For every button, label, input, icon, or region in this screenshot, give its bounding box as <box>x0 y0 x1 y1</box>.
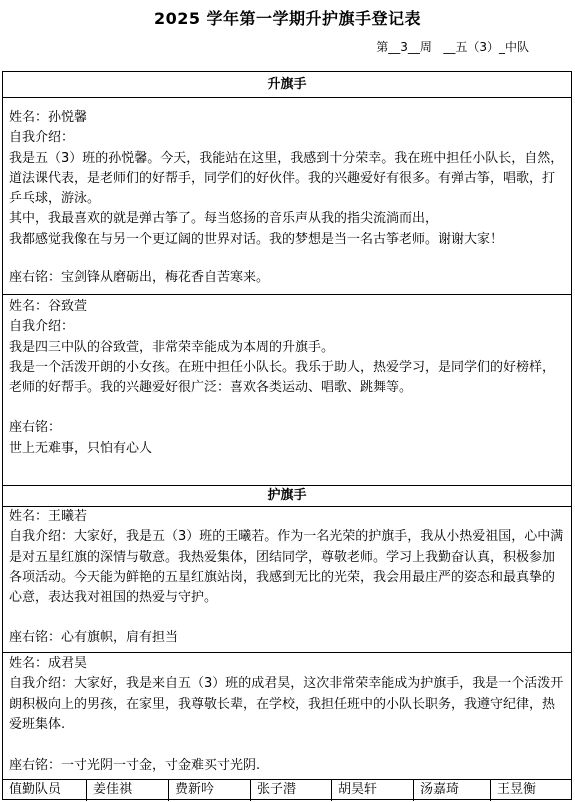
duty-members-row <box>3 779 571 801</box>
divider <box>3 294 571 295</box>
raiser-1-name: 姓名：孙悦馨 <box>9 110 88 125</box>
guard-2-motto: 座右铭：一寸光阴一寸金，寸金难买寸光阴. <box>9 758 261 774</box>
raiser-1-intro-label: 自我介绍： <box>9 130 75 146</box>
raiser-2-intro: 我是四三中队的谷致萱，非常荣幸能成为本周的升旗手。 我是一个活泼开朗的小女孩。在班中担任小队长。我乐于助人，热爱学习，是同学们的好榜样，老师的好帮手。我的兴趣爱好很广泛：喜欢各类运动、唱歌、跳舞等。 <box>9 339 556 396</box>
divider <box>3 652 571 653</box>
guard-1-motto: 座右铭：心有旗帜，肩有担当 <box>9 630 179 646</box>
guard-2-intro: 自我介绍：大家好，我是来自五（3）班的成君昊，这次非常荣幸能成为护旗手，我是一个活泼开朗积极向上的男孩，在家里，我尊敬长辈，在学校，我担任班中的小队长职务，我遵守纪律，热爱班集体. <box>9 676 564 732</box>
duty-member: 胡昊轩 <box>332 780 414 801</box>
page-title: 2025 学年第一学期升护旗手登记表 <box>153 9 422 28</box>
duty-member: 张子潜 <box>251 780 332 801</box>
flag-guard-heading: 护旗手 <box>3 485 571 507</box>
duty-member: 费新吟 <box>169 780 251 801</box>
guard-1-entry <box>9 507 567 649</box>
raiser-2-name: 姓名：谷致萱 <box>9 299 88 314</box>
raiser-2-entry <box>9 297 567 459</box>
guard-2-entry <box>9 654 567 776</box>
raiser-1-entry <box>9 108 567 288</box>
duty-member: 汤嘉琦 <box>414 780 491 801</box>
raiser-2-motto-label: 座右铭： <box>9 420 62 436</box>
guard-1-intro: 自我介绍：大家好，我是五（3）班的王曦若。作为一名光荣的护旗手，我从小热爱祖国，心中满是对五星红旗的深情与敬意。我热爱集体，团结同学，尊敬老师。学习上我勤奋认真，积极参加各项活动。今天能为鲜艳的五星红旗站岗，我感到无比的光荣，我会用最庄严的姿态和最真挚的心意，表达我对祖国的热爱与守护。 <box>9 529 564 606</box>
guard-1-name: 姓名：王曦若 <box>9 509 88 524</box>
duty-member: 王昱衡 <box>497 782 537 797</box>
raiser-1-motto: 座右铭：宝剑锋从磨砺出，梅花香自苦寒来。 <box>9 270 270 286</box>
guard-2-name: 姓名：成君昊 <box>9 656 88 671</box>
duty-members-label: 值勤队员 <box>3 780 87 801</box>
form-table <box>2 71 572 800</box>
raiser-1-intro: 我是五（3）班的孙悦馨。今天，我能站在这里，我感到十分荣幸。我在班中担任小队长，自然，道法课代表，是老师们的好帮手，同学们的好伙伴。我的兴趣爱好有很多。有弹古筝，唱歌，打乒乓球，游泳。 其中，我最喜欢的就是弹古筝了。每当悠扬的音乐声从我的指尖流淌而出， 我都感觉我像在与另一个更辽阔的世界对话。我的梦想是当一名古筝老师。谢谢大家！ <box>9 150 564 247</box>
flag-raiser-heading: 升旗手 <box>3 72 571 98</box>
raiser-2-motto: 世上无难事，只怕有心人 <box>9 440 153 456</box>
duty-member: 姜佳祺 <box>87 780 169 801</box>
raiser-2-intro-label: 自我介绍： <box>9 319 75 335</box>
week-class-label: 第__3__周 __五（3）_中队 <box>376 40 529 54</box>
